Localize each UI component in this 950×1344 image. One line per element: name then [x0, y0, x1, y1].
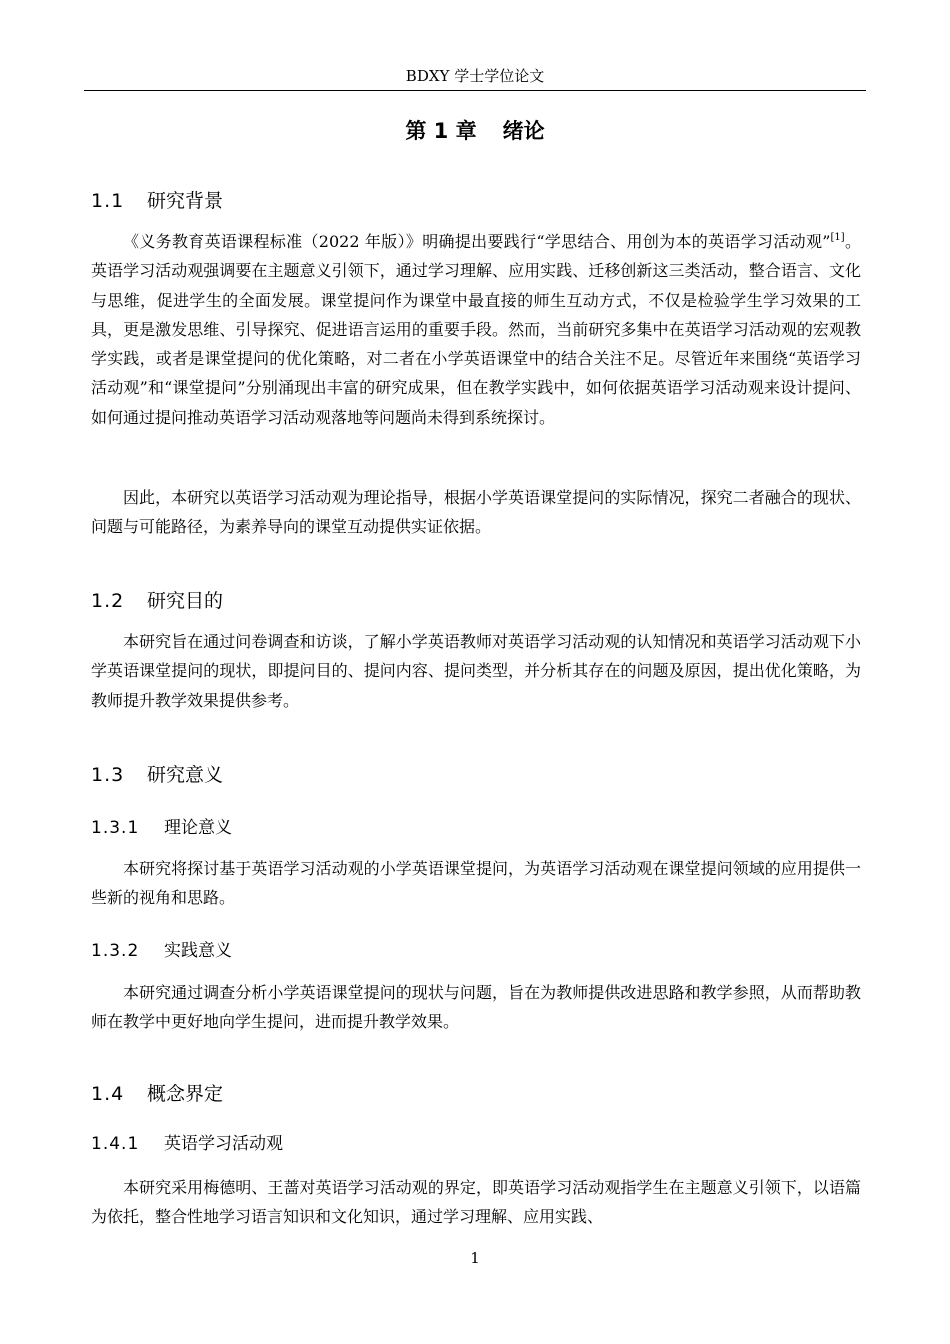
subsection-title: 实践意义: [164, 941, 232, 961]
section-title: 研究目的: [147, 590, 224, 612]
section-number: 1.3: [91, 764, 125, 786]
section-heading-1-1: [91, 187, 223, 215]
subsection-title: 英语学习活动观: [164, 1134, 283, 1154]
subsection-number: 1.3.2: [91, 941, 140, 961]
chapter-title: 绪论: [502, 119, 545, 143]
section-heading-1-2: [91, 587, 223, 615]
subsection-heading-1-4-1: [91, 1131, 283, 1157]
chapter-number: 第 1 章: [405, 119, 477, 143]
section-number: 1.1: [91, 190, 125, 212]
page-number: 1: [470, 1249, 480, 1267]
paragraph-practical-significance: 本研究通过调查分析小学英语课堂提问的现状与问题，旨在为教师提供改进思路和教学参照，从而帮助教师在教学中更好地向学生提问，进而提升教学效果。: [91, 983, 861, 1032]
subsection-number: 1.3.1: [91, 818, 140, 838]
paragraph-background-2: 因此，本研究以英语学习活动观为理论指导，根据小学英语课堂提问的实际情况，探究二者融合的现状、问题与可能路径，为素养导向的课堂互动提供实证依据。: [91, 488, 861, 537]
paragraph-purpose: 本研究旨在通过问卷调查和访谈，了解小学英语教师对英语学习活动观的认知情况和英语学习活动观下小学英语课堂提问的现状，即提问目的、提问内容、提问类型，并分析其存在的问题及原因，提出优化策略，为教师提升教学效果提供参考。: [91, 632, 861, 710]
section-heading-1-3: [91, 761, 223, 789]
paragraph-concept-definition: 本研究采用梅德明、王蔷对英语学习活动观的界定，即英语学习活动观指学生在主题意义引领下，以语篇为依托，整合性地学习语言知识和文化知识，通过学习理解、应用实践、: [91, 1178, 861, 1227]
paragraph-background-1: [91, 227, 861, 432]
section-number: 1.4: [91, 1083, 125, 1105]
section-title: 研究背景: [147, 190, 224, 212]
paragraph-text: 《义务教育英语课程标准（2022 年版）》明确提出要践行“学思结合、用创为本的英语学习活动观”: [123, 232, 831, 251]
subsection-number: 1.4.1: [91, 1134, 140, 1154]
section-number: 1.2: [91, 590, 125, 612]
paragraph-theoretical-significance: 本研究将探讨基于英语学习活动观的小学英语课堂提问，为英语学习活动观在课堂提问领域的应用提供一些新的视角和思路。: [91, 859, 861, 908]
section-heading-1-4: [91, 1080, 223, 1108]
subsection-title: 理论意义: [164, 818, 232, 838]
paragraph-text: 。英语学习活动观强调要在主题意义引领下，通过学习理解、应用实践、迁移创新这三类活动，整合语言、文化与思维，促进学生的全面发展。课堂提问作为课堂中最直接的师生互动方式，不仅是检验学生学习效果的工具，更是激发思维、引导探究、促进语言运用的重要手段。然而，当前研究多集中在英语学习活动观的宏观教学实践，或者是课堂提问的优化策略，对二者在小学英语课堂中的结合关注不足。尽管近年来围绕“英语学习活动观”和“课堂提问”分别涌现出丰富的研究成果，但在教学实践中，如何依据英语学习活动观来设计提问、如何通过提问推动英语学习活动观落地等问题尚未得到系统探讨。: [91, 232, 861, 427]
chapter-heading: [84, 116, 866, 146]
header-rule: [84, 90, 866, 91]
subsection-heading-1-3-2: [91, 938, 232, 964]
section-title: 研究意义: [147, 764, 224, 786]
running-header: BDXY 学士学位论文: [405, 67, 545, 85]
citation-marker: [1]: [830, 232, 845, 243]
section-title: 概念界定: [147, 1083, 224, 1105]
subsection-heading-1-3-1: [91, 815, 232, 841]
